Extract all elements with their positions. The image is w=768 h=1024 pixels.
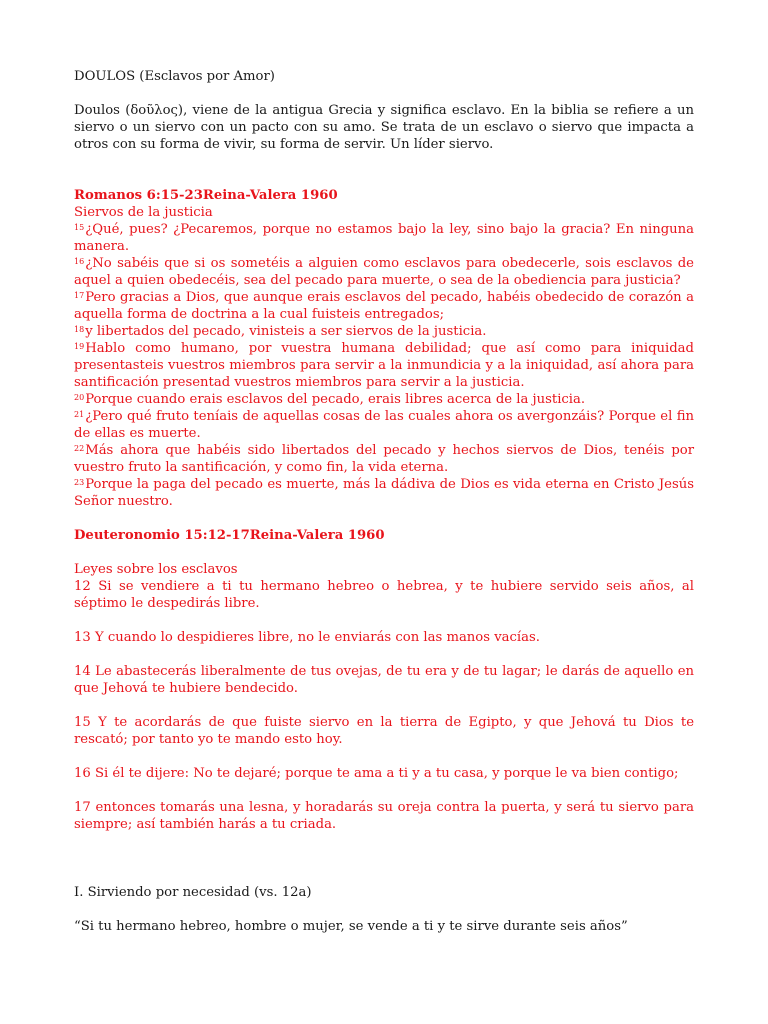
verse (74, 255, 694, 289)
verse-number: 18 (74, 325, 85, 334)
deut-verse: 15 Y te acordarás de que fuiste siervo en la tierra de Egipto, y que Jehová tu Dios te rescató; por tanto yo te mando esto hoy. (74, 715, 694, 747)
verse-text: ¿No sabéis que si os sometéis a alguien como esclavos para obedecerle, sois esclavos de aquel a quien obedecéis, sea del pecado para muerte, o sea de la obediencia para justicia? (74, 256, 694, 288)
intro-paragraph: Doulos (δοῦλος), viene de la antigua Grecia y significa esclavo. En la biblia se refiere a un siervo o un siervo con un pacto con su amo. Se trata de un esclavo o siervo que impacta a otros con su forma de vivir, su forma de servir. Un líder siervo. (74, 103, 694, 152)
verse-text: y libertados del pecado, vinisteis a ser siervos de la justicia. (85, 324, 487, 339)
verse-number: 15 (74, 223, 85, 232)
deut-verse: 13 Y cuando lo despidieres libre, no le enviarás con las manos vacías. (74, 630, 540, 645)
verse-number: 16 (74, 257, 85, 266)
verse (74, 289, 694, 323)
document-title: DOULOS (Esclavos por Amor) (74, 69, 275, 84)
verse-number: 20 (74, 393, 85, 402)
section-quote: “Si tu hermano hebreo, hombre o mujer, se vende a ti y te sirve durante seis años” (74, 919, 628, 934)
verse-number: 22 (74, 444, 85, 453)
verse (74, 408, 694, 442)
verse-text: ¿Pero qué fruto teníais de aquellas cosas de las cuales ahora os avergonzáis? Porque el fin de ellas es muerte. (74, 409, 694, 441)
verse-text: ¿Qué, pues? ¿Pecaremos, porque no estamos bajo la ley, sino bajo la gracia? En ninguna manera. (74, 222, 694, 254)
verse-text: Más ahora que habéis sido libertados del pecado y hechos siervos de Dios, tenéis por vuestro fruto la santificación, y como fin, la vida eterna. (74, 443, 694, 475)
verse-text: Porque la paga del pecado es muerte, más la dádiva de Dios es vida eterna en Cristo Jesús Señor nuestro. (74, 477, 694, 509)
romans-subtitle: Siervos de la justicia (74, 205, 213, 220)
verse (74, 340, 694, 391)
verse (74, 323, 694, 340)
verse (74, 476, 694, 510)
deut-verse: 16 Si él te dijere: No te dejaré; porque te ama a ti y a tu casa, y porque le va bien contigo; (74, 766, 679, 781)
verse (74, 391, 694, 408)
verse-number: 17 (74, 291, 85, 300)
verse-number: 23 (74, 478, 85, 487)
verse-text: Hablo como humano, por vuestra humana debilidad; que así como para iniquidad presentasteis vuestros miembros para servir a la inmundicia y a la iniquidad, así ahora para santificación presentad vuestros miembros para servir a la justicia. (74, 341, 694, 390)
deut-subtitle: Leyes sobre los esclavos (74, 562, 238, 577)
verse-text: Porque cuando erais esclavos del pecado, erais libres acerca de la justicia. (85, 392, 586, 407)
deut-heading: Deuteronomio 15:12-17Reina-Valera 1960 (74, 528, 385, 543)
verse-number: 19 (74, 342, 85, 351)
verse (74, 221, 694, 255)
verse-text: Pero gracias a Dios, que aunque erais esclavos del pecado, habéis obedecido de corazón a aquella forma de doctrina a la cual fuisteis entregados; (74, 290, 694, 322)
document-body (74, 68, 694, 935)
romans-verses (74, 221, 694, 510)
section-heading: I. Sirviendo por necesidad (vs. 12a) (74, 885, 312, 900)
deut-verse: 17 entonces tomarás una lesna, y horadarás su oreja contra la puerta, y será tu siervo para siempre; así también harás a tu criada. (74, 800, 694, 832)
verse (74, 442, 694, 476)
romans-heading: Romanos 6:15-23Reina-Valera 1960 (74, 188, 338, 203)
deut-verse: 12 Si se vendiere a ti tu hermano hebreo o hebrea, y te hubiere servido seis años, al séptimo le despedirás libre. (74, 579, 694, 611)
verse-number: 21 (74, 410, 85, 419)
deut-verse: 14 Le abastecerás liberalmente de tus ovejas, de tu era y de tu lagar; le darás de aquello en que Jehová te hubiere bendecido. (74, 664, 694, 696)
